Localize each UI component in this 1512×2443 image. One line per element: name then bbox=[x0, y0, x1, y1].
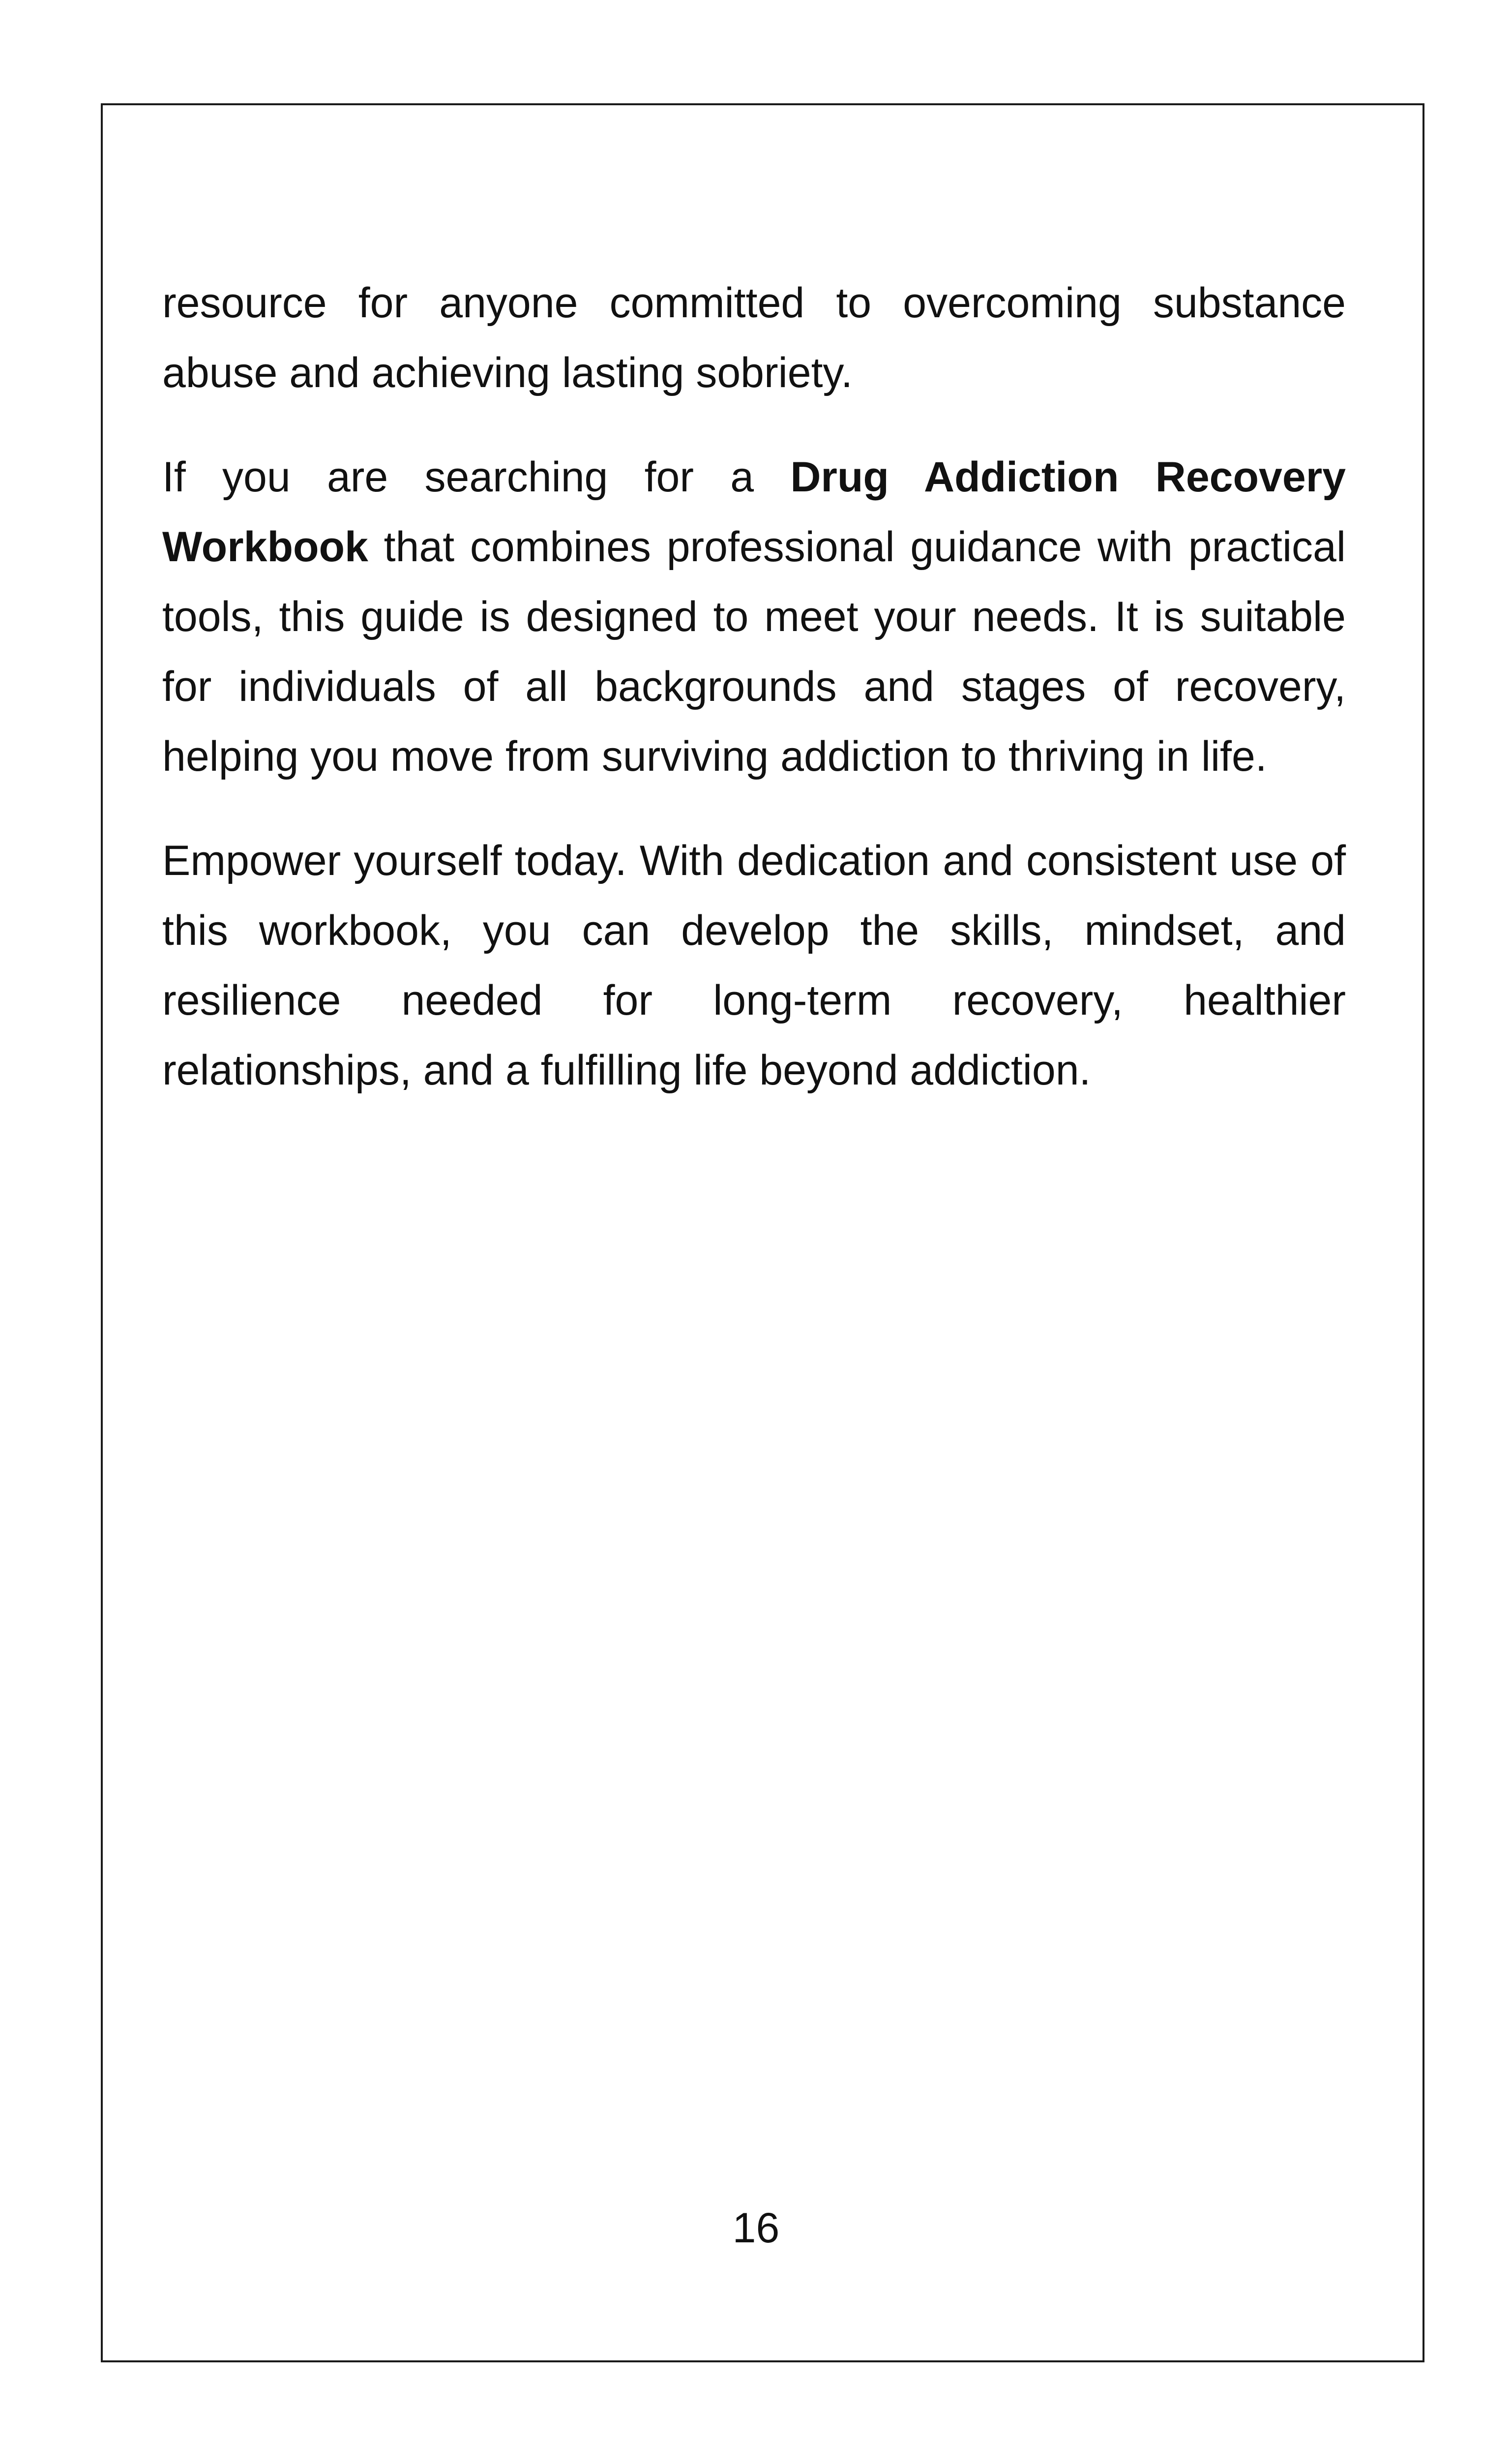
paragraph-continuation: resource for anyone committed to overcoming substance abuse and achieving lasting sobriety. bbox=[162, 279, 1346, 396]
paragraph-workbook-search bbox=[162, 442, 1346, 791]
bold-workbook-title: Drug Addiction Recovery Workbook bbox=[162, 453, 1346, 571]
body-text bbox=[162, 268, 1346, 1140]
paragraph-lead-text: If you are searching for a bbox=[162, 453, 791, 501]
page-number: 16 bbox=[732, 2204, 780, 2252]
paragraph-rest-text: that combines professional guidance with practical tools, this guide is designed to meet your needs. It is suitable for individuals of all backgrounds and stages of recovery, helping you move from surviving addiction to thriving in life. bbox=[162, 523, 1346, 780]
paragraph-empower: Empower yourself today. With dedication and consistent use of this workbook, you can develop the skills, mindset, and resilience needed for long-term recovery, healthier relationships, and a fulfilling life beyond addiction. bbox=[162, 837, 1346, 1094]
